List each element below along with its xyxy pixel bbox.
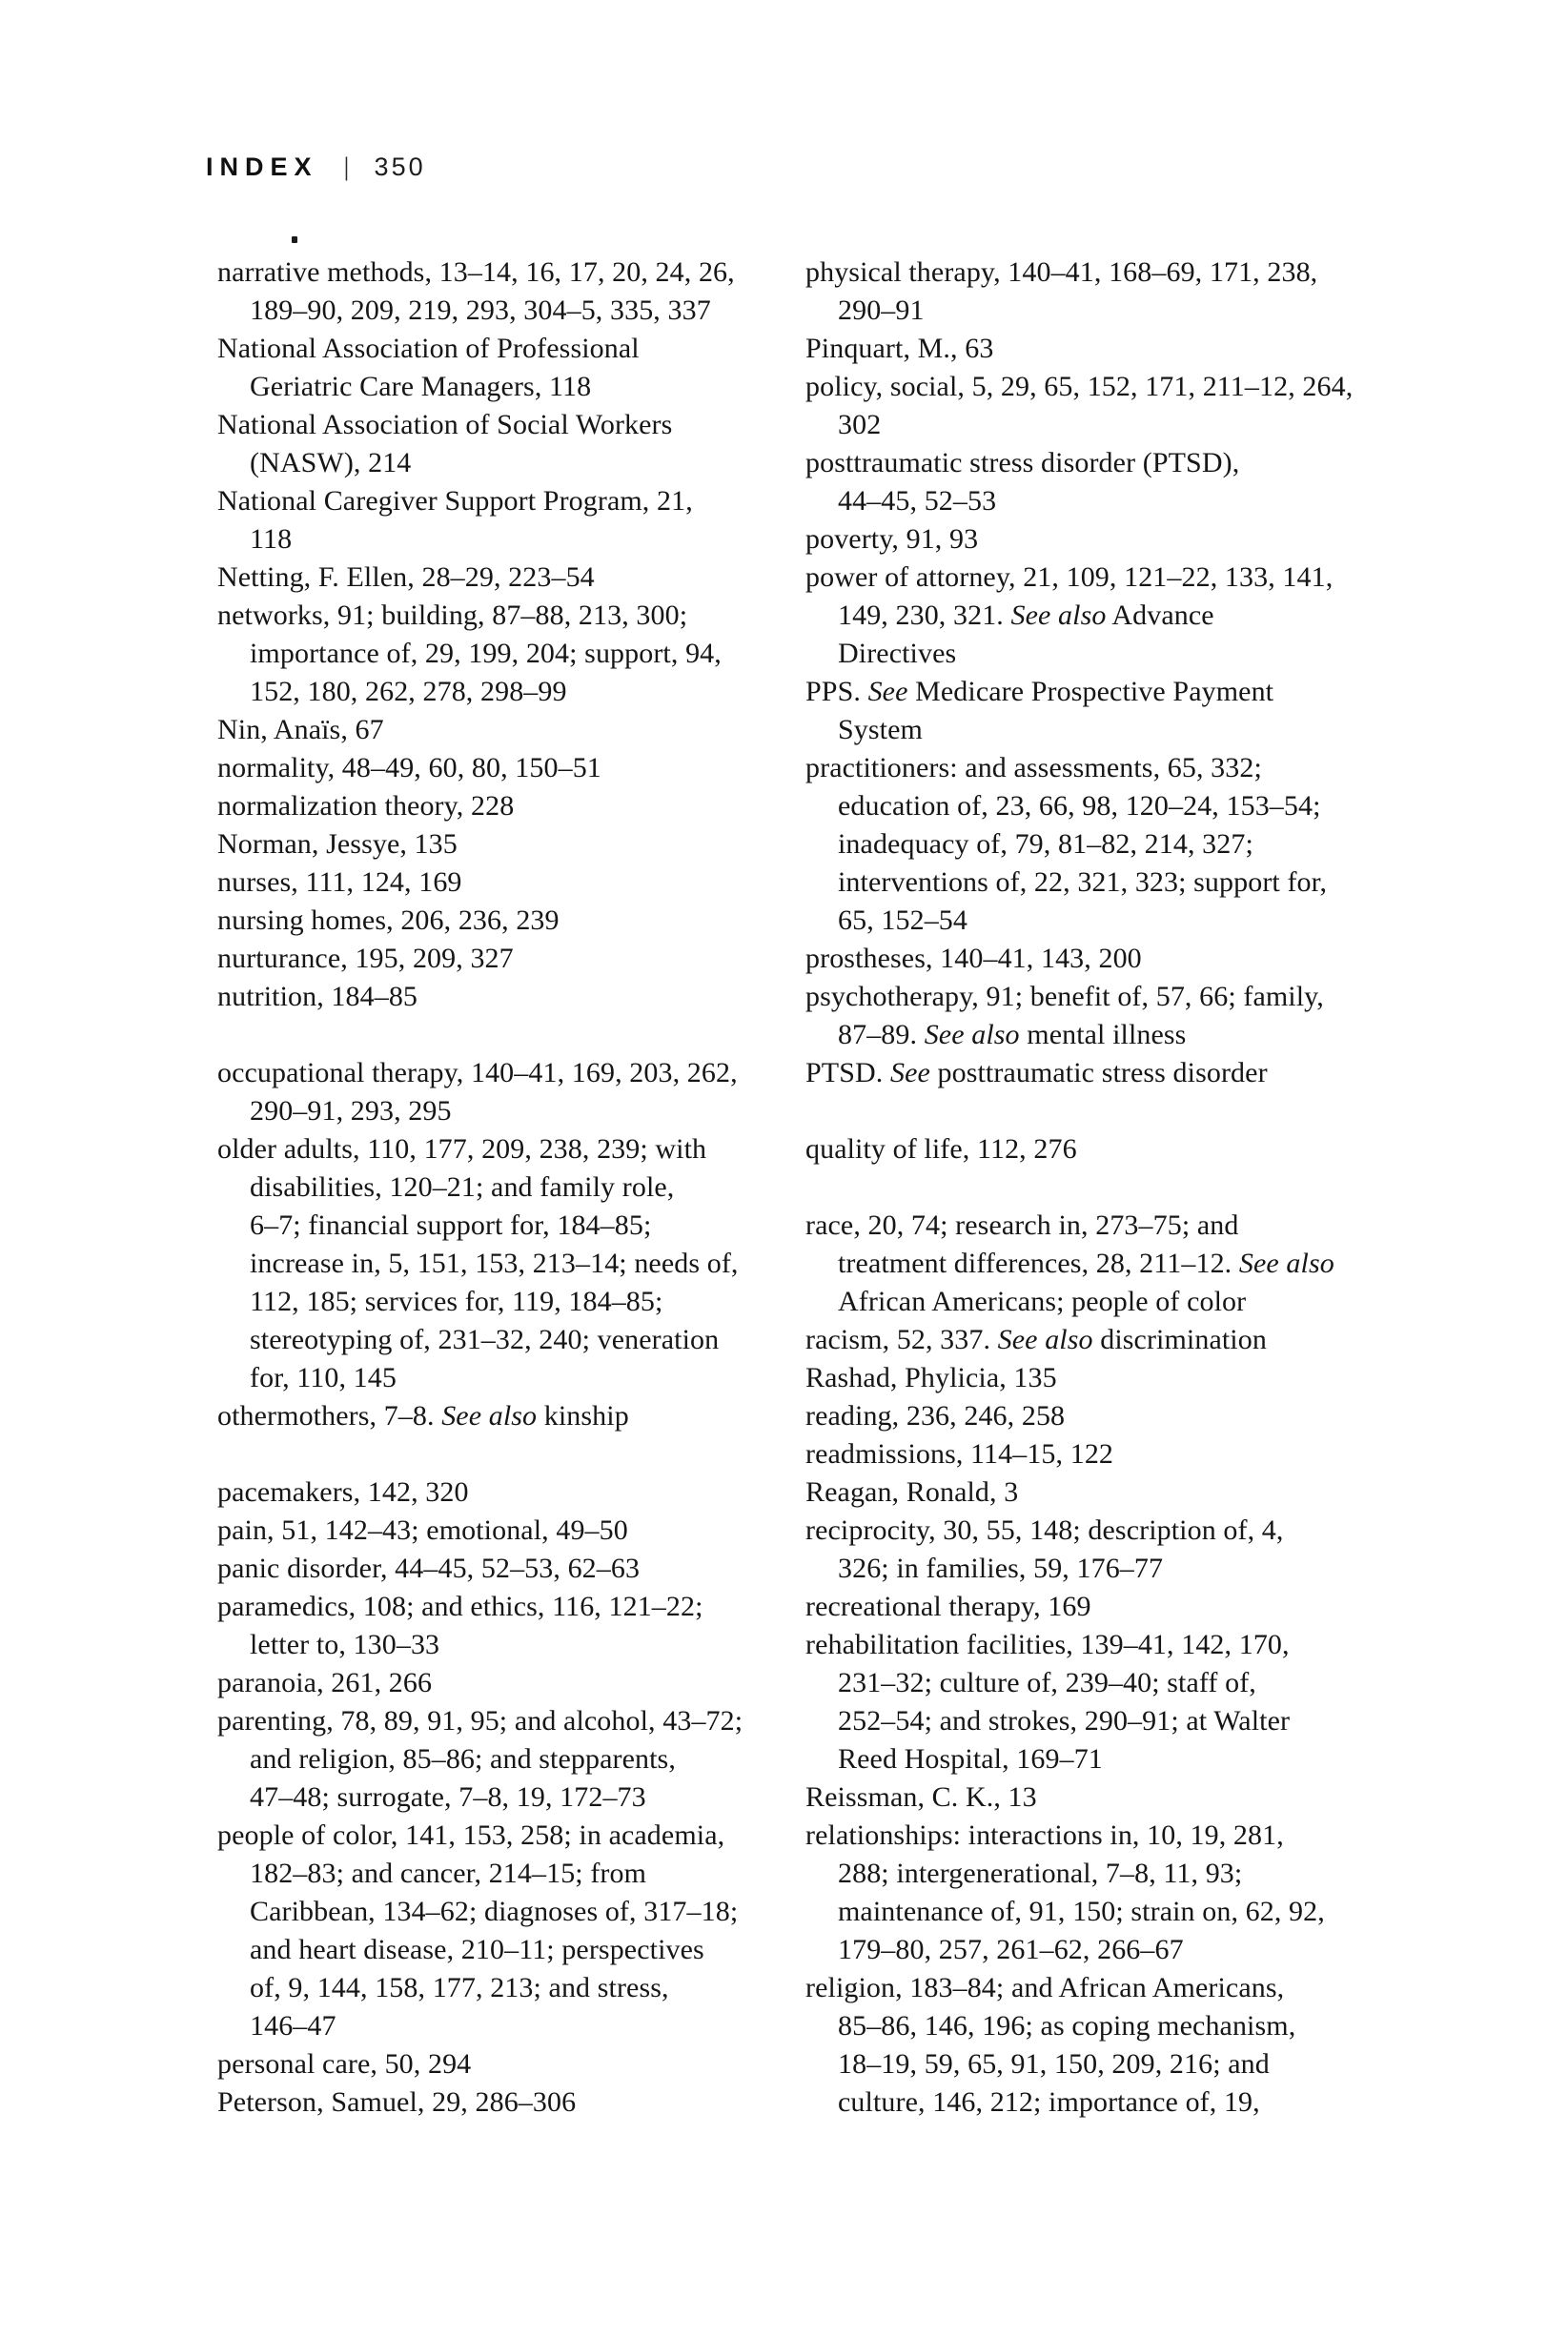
blank-line (217, 1016, 805, 1054)
entry-text: and religion, 85–86; and stepparents, (250, 1743, 676, 1775)
index-line (805, 1207, 1394, 1245)
entry-text: pacemakers, 142, 320 (217, 1476, 469, 1508)
index-line (805, 368, 1394, 406)
cross-reference-text: See also (1238, 1248, 1334, 1279)
entry-text: 182–83; and cancer, 214–15; from (250, 1858, 647, 1889)
index-line (805, 559, 1394, 597)
index-line (805, 292, 1394, 330)
index-line (217, 1817, 805, 1855)
cross-reference-text: See (867, 676, 908, 707)
entry-text: maintenance of, 91, 150; strain on, 62, 92, (838, 1896, 1325, 1927)
entry-text: practitioners: and assessments, 65, 332; (805, 752, 1262, 783)
index-line (217, 368, 805, 406)
index-line (805, 1359, 1394, 1397)
cross-reference-text: See also (924, 1019, 1020, 1050)
index-line (217, 978, 805, 1016)
index-line (217, 1740, 805, 1778)
entry-text: 118 (250, 523, 293, 555)
entry-text: nutrition, 184–85 (217, 981, 418, 1012)
entry-text: Directives (838, 638, 957, 669)
entry-text: Geriatric Care Managers, 118 (250, 371, 592, 402)
index-line (805, 749, 1394, 787)
page-number: 350 (374, 152, 426, 181)
index-line (217, 520, 805, 559)
entry-text: Caribbean, 134–62; diagnoses of, 317–18; (250, 1896, 739, 1927)
entry-text: occupational therapy, 140–41, 169, 203, 262, (217, 1057, 738, 1088)
cross-reference-text: See also (1010, 599, 1107, 631)
index-line (805, 406, 1394, 444)
entry-text: 231–32; culture of, 239–40; staff of, (838, 1667, 1256, 1698)
index-line (805, 254, 1394, 292)
entry-text: 179–80, 257, 261–62, 266–67 (838, 1934, 1184, 1965)
index-line (805, 1397, 1394, 1435)
entry-text: 290–91, 293, 295 (250, 1095, 452, 1127)
entry-text: 290–91 (838, 295, 925, 326)
index-line (805, 1969, 1394, 2007)
entry-text: 85–86, 146, 196; as coping mechanism, (838, 2010, 1296, 2042)
entry-text: importance of, 29, 199, 204; support, 94, (250, 638, 722, 669)
index-column-right (805, 254, 1394, 2122)
index-line (805, 1740, 1394, 1778)
index-line (805, 711, 1394, 749)
entry-text: Reed Hospital, 169–71 (838, 1743, 1103, 1775)
entry-text: culture, 146, 212; importance of, 19, (838, 2086, 1260, 2118)
entry-text: National Caregiver Support Program, 21, (217, 485, 693, 517)
entry-text: disabilities, 120–21; and family role, (250, 1171, 675, 1203)
index-line (805, 1855, 1394, 1893)
entry-text: Nin, Anaïs, 67 (217, 714, 384, 745)
entry-text: policy, social, 5, 29, 65, 152, 171, 211–12, 264, (805, 371, 1354, 402)
cross-reference-text: See also (441, 1400, 538, 1432)
entry-text: kinship (537, 1400, 629, 1432)
index-line (217, 1207, 805, 1245)
index-line (217, 444, 805, 482)
entry-text: Netting, F. Ellen, 28–29, 223–54 (217, 561, 595, 593)
entry-text: recreational therapy, 169 (805, 1591, 1091, 1622)
entry-text: education of, 23, 66, 98, 120–24, 153–54; (838, 790, 1321, 822)
index-line (805, 673, 1394, 711)
index-line (805, 1130, 1394, 1168)
entry-text: Advance (1106, 599, 1214, 631)
entry-text: paranoia, 261, 266 (217, 1667, 433, 1698)
entry-text: othermothers, 7–8. (217, 1400, 442, 1432)
entry-text: National Association of Professional (217, 333, 640, 364)
index-line (805, 1512, 1394, 1550)
entry-text: paramedics, 108; and ethics, 116, 121–22; (217, 1591, 703, 1622)
index-line (217, 2083, 805, 2122)
entry-text: PTSD. (805, 1057, 890, 1088)
entry-text: (NASW), 214 (250, 447, 412, 478)
entry-text: networks, 91; building, 87–88, 213, 300; (217, 599, 688, 631)
entry-text: 326; in families, 59, 176–77 (838, 1553, 1164, 1584)
entry-text: normalization theory, 228 (217, 790, 515, 822)
index-line (217, 673, 805, 711)
entry-text: of, 9, 144, 158, 177, 213; and stress, (250, 1972, 669, 2003)
index-line (217, 1092, 805, 1130)
entry-text: nurses, 111, 124, 169 (217, 866, 462, 898)
index-line (217, 292, 805, 330)
index-line (805, 1054, 1394, 1092)
index-line (217, 1931, 805, 1969)
entry-text: mental illness (1019, 1019, 1187, 1050)
index-column-left (217, 254, 805, 2122)
entry-text: Rashad, Phylicia, 135 (805, 1362, 1057, 1393)
entry-text: power of attorney, 21, 109, 121–22, 133, 141, (805, 561, 1334, 593)
index-line (805, 1931, 1394, 1969)
entry-text: increase in, 5, 151, 153, 213–14; needs of, (250, 1248, 739, 1279)
index-line (805, 1778, 1394, 1817)
entry-text: psychotherapy, 91; benefit of, 57, 66; family, (805, 981, 1324, 1012)
index-line (805, 444, 1394, 482)
entry-text: 152, 180, 262, 278, 298–99 (250, 676, 567, 707)
index-line (805, 1626, 1394, 1664)
index-line (217, 1778, 805, 1817)
index-line (217, 482, 805, 520)
index-line (805, 330, 1394, 368)
entry-text: inadequacy of, 79, 81–82, 214, 327; (838, 828, 1253, 860)
index-line (805, 2007, 1394, 2045)
entry-text: poverty, 91, 93 (805, 523, 979, 555)
blank-line (217, 1435, 805, 1473)
entry-text: Pinquart, M., 63 (805, 333, 994, 364)
index-line (217, 1702, 805, 1740)
index-line (217, 254, 805, 292)
index-line (805, 940, 1394, 978)
index-line (217, 1588, 805, 1626)
entry-text: 112, 185; services for, 119, 184–85; (250, 1286, 663, 1317)
index-line (805, 520, 1394, 559)
index-line (217, 330, 805, 368)
index-line (805, 978, 1394, 1016)
index-columns (217, 254, 1394, 2122)
index-line (217, 902, 805, 940)
index-line (805, 1473, 1394, 1512)
index-line (217, 1359, 805, 1397)
entry-text: panic disorder, 44–45, 52–53, 62–63 (217, 1553, 641, 1584)
entry-text: pain, 51, 142–43; emotional, 49–50 (217, 1514, 628, 1546)
entry-text: Norman, Jessye, 135 (217, 828, 458, 860)
index-line (805, 482, 1394, 520)
index-line (217, 1626, 805, 1664)
index-line (805, 1702, 1394, 1740)
index-line (217, 1550, 805, 1588)
entry-text: PPS. (805, 676, 868, 707)
entry-text: prostheses, 140–41, 143, 200 (805, 943, 1142, 974)
entry-text: treatment differences, 28, 211–12. (838, 1248, 1239, 1279)
entry-text: 87–89. (838, 1019, 925, 1050)
index-line (217, 1245, 805, 1283)
entry-text: interventions of, 22, 321, 323; support for, (838, 866, 1328, 898)
index-line (217, 711, 805, 749)
index-line (217, 1321, 805, 1359)
index-line (805, 1664, 1394, 1702)
index-line (805, 864, 1394, 902)
index-line (805, 1550, 1394, 1588)
entry-text: nursing homes, 206, 236, 239 (217, 904, 560, 936)
index-line (805, 1016, 1394, 1054)
index-line (217, 406, 805, 444)
index-line (217, 635, 805, 673)
index-line (217, 2045, 805, 2083)
index-line (805, 902, 1394, 940)
entry-text: narrative methods, 13–14, 16, 17, 20, 24, 26, (217, 256, 735, 288)
entry-text: personal care, 50, 294 (217, 2048, 472, 2080)
entry-text: rehabilitation facilities, 139–41, 142, 170, (805, 1629, 1290, 1660)
entry-text: physical therapy, 140–41, 168–69, 171, 238, (805, 256, 1318, 288)
index-line (217, 1855, 805, 1893)
entry-text: readmissions, 114–15, 122 (805, 1438, 1114, 1470)
index-line (805, 1435, 1394, 1473)
entry-text: religion, 183–84; and African Americans, (805, 1972, 1285, 2003)
entry-text: for, 110, 145 (250, 1362, 397, 1393)
index-line (805, 1588, 1394, 1626)
index-line (217, 2007, 805, 2045)
entry-text: System (838, 714, 923, 745)
index-line (217, 825, 805, 864)
index-line (805, 2083, 1394, 2122)
entry-text: posttraumatic stress disorder (929, 1057, 1268, 1088)
entry-text: African Americans; people of color (838, 1286, 1247, 1317)
stray-mark-dot (292, 236, 297, 243)
entry-text: and heart disease, 210–11; perspectives (250, 1934, 704, 1965)
entry-text: Medicare Prospective Payment (907, 676, 1274, 707)
index-line (217, 1473, 805, 1512)
entry-text: race, 20, 74; research in, 273–75; and (805, 1209, 1239, 1241)
entry-text: 44–45, 52–53 (838, 485, 997, 517)
entry-text: 18–19, 59, 65, 91, 150, 209, 216; and (838, 2048, 1270, 2080)
entry-text: 146–47 (250, 2010, 336, 2042)
index-line (805, 597, 1394, 635)
header-separator: | (343, 152, 349, 181)
entry-text: Reagan, Ronald, 3 (805, 1476, 1019, 1508)
index-line (217, 1397, 805, 1435)
entry-text: racism, 52, 337. (805, 1324, 998, 1355)
entry-text: stereotyping of, 231–32, 240; veneration (250, 1324, 720, 1355)
index-line (805, 787, 1394, 825)
index-line (217, 559, 805, 597)
index-line (805, 635, 1394, 673)
entry-text: Reissman, C. K., 13 (805, 1781, 1037, 1813)
entry-text: posttraumatic stress disorder (PTSD), (805, 447, 1240, 478)
index-line (217, 1893, 805, 1931)
cross-reference-text: See also (997, 1324, 1093, 1355)
entry-text: discrimination (1092, 1324, 1267, 1355)
entry-text: 252–54; and strokes, 290–91; at Walter (838, 1705, 1291, 1737)
index-line (217, 1168, 805, 1207)
entry-text: older adults, 110, 177, 209, 238, 239; with (217, 1133, 707, 1165)
entry-text: 149, 230, 321. (838, 599, 1011, 631)
entry-text: quality of life, 112, 276 (805, 1133, 1077, 1165)
index-line (217, 787, 805, 825)
entry-text: nurturance, 195, 209, 327 (217, 943, 514, 974)
index-line (217, 1512, 805, 1550)
index-line (217, 1054, 805, 1092)
index-line (217, 1283, 805, 1321)
index-line (805, 1245, 1394, 1283)
entry-text: 302 (838, 409, 882, 440)
index-line (217, 749, 805, 787)
entry-text: reading, 236, 246, 258 (805, 1400, 1066, 1432)
index-line (805, 1321, 1394, 1359)
entry-text: 189–90, 209, 219, 293, 304–5, 335, 337 (250, 295, 711, 326)
entry-text: relationships: interactions in, 10, 19, 281, (805, 1819, 1284, 1851)
entry-text: Peterson, Samuel, 29, 286–306 (217, 2086, 577, 2118)
index-line (217, 940, 805, 978)
index-line (217, 597, 805, 635)
cross-reference-text: See (889, 1057, 930, 1088)
entry-text: people of color, 141, 153, 258; in academia, (217, 1819, 725, 1851)
entry-text: National Association of Social Workers (217, 409, 673, 440)
entry-text: 288; intergenerational, 7–8, 11, 93; (838, 1858, 1243, 1889)
index-line (805, 1283, 1394, 1321)
entry-text: 47–48; surrogate, 7–8, 19, 172–73 (250, 1781, 646, 1813)
running-head (206, 152, 426, 182)
entry-text: parenting, 78, 89, 91, 95; and alcohol, 43–72; (217, 1705, 743, 1737)
page-title: INDEX (206, 152, 318, 181)
index-line (805, 1893, 1394, 1931)
index-line (805, 2045, 1394, 2083)
entry-text: normality, 48–49, 60, 80, 150–51 (217, 752, 601, 783)
entry-text: 65, 152–54 (838, 904, 967, 936)
blank-line (805, 1168, 1394, 1207)
index-line (805, 825, 1394, 864)
index-line (217, 1130, 805, 1168)
entry-text: 6–7; financial support for, 184–85; (250, 1209, 652, 1241)
entry-text: letter to, 130–33 (250, 1629, 440, 1660)
index-line (805, 1817, 1394, 1855)
index-line (217, 1664, 805, 1702)
blank-line (805, 1092, 1394, 1130)
index-line (217, 1969, 805, 2007)
index-line (217, 864, 805, 902)
entry-text: reciprocity, 30, 55, 148; description of, 4, (805, 1514, 1284, 1546)
